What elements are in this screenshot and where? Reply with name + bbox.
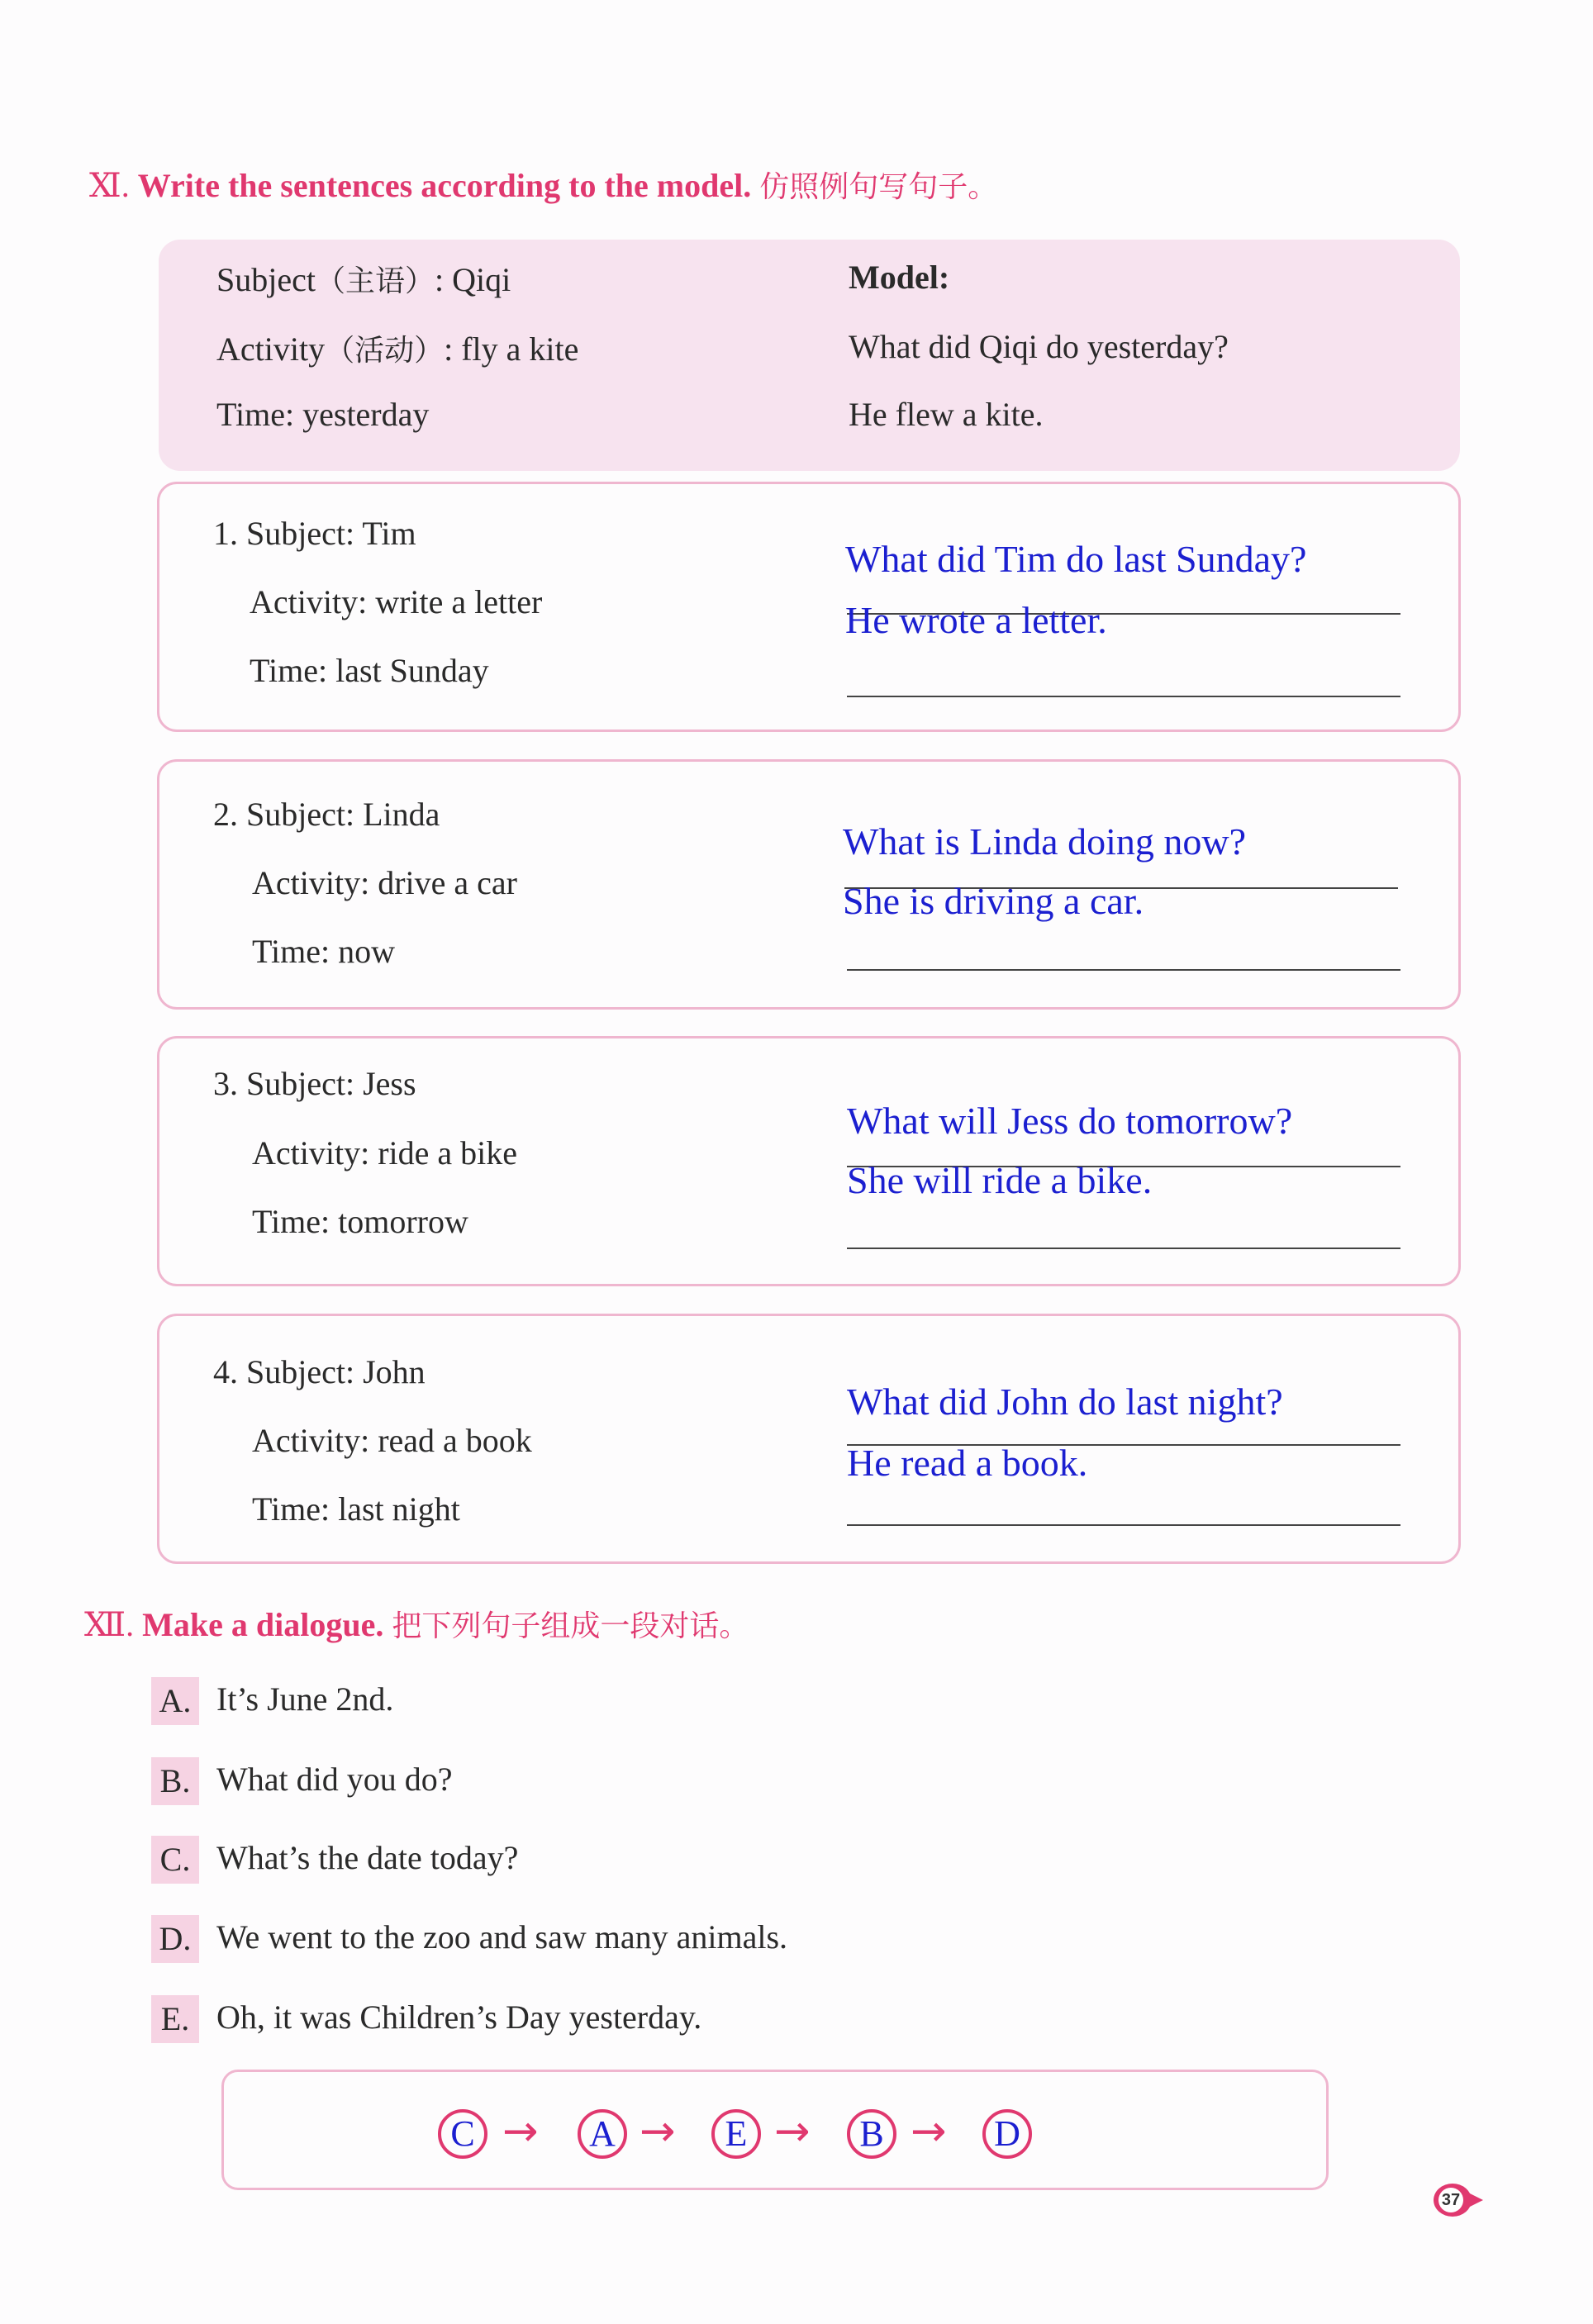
exercise-4-answer: He read a book. <box>847 1442 1088 1484</box>
exercise-2-activity: Activity: drive a car <box>252 864 517 901</box>
option-e-letter: E. <box>151 1995 199 2043</box>
model-activity-zh: （活动） <box>325 334 445 368</box>
exercise-4-time: Time: last night <box>252 1490 460 1528</box>
order-item-3: E <box>711 2109 761 2159</box>
exercise-1-answer: He wrote a letter. <box>845 599 1107 641</box>
model-activity-value: : fly a kite <box>444 330 579 368</box>
model-subject-value: : Qiqi <box>435 261 511 298</box>
section-11-title-zh: 仿照例句写句子。 <box>759 170 998 204</box>
model-answer: He flew a kite. <box>849 396 1044 433</box>
option-c-text: What’s the date today? <box>216 1839 519 1876</box>
order-item-4: B <box>847 2109 896 2159</box>
order-item-1: C <box>438 2109 487 2159</box>
exercise-2-answer: She is driving a car. <box>843 880 1144 922</box>
option-b-text: What did you do? <box>216 1761 453 1798</box>
option-c-letter: C. <box>151 1836 199 1884</box>
section-12-numeral: Ⅻ. <box>84 1606 135 1643</box>
exercise-4-question-answer: What did John do last night? <box>847 1381 1283 1423</box>
model-subject-label: Subject <box>216 261 316 298</box>
option-d-letter: D. <box>151 1915 199 1963</box>
model-subject-line <box>216 258 511 300</box>
option-e-text: Oh, it was Children’s Day yesterday. <box>216 1998 702 2036</box>
model-time-line: Time: yesterday <box>216 396 430 433</box>
exercise-2-time: Time: now <box>252 933 396 970</box>
section-11-heading <box>89 164 997 206</box>
option-d-text: We went to the zoo and saw many animals. <box>216 1918 788 1956</box>
page-number-badge <box>1434 2184 1472 2217</box>
exercise-1-rule-2 <box>847 696 1400 697</box>
order-arrow-1: → <box>502 2107 539 2156</box>
model-subject-zh: （主语） <box>315 264 435 298</box>
order-arrow-4: → <box>911 2107 947 2156</box>
section-12-heading <box>84 1603 749 1645</box>
model-activity-label: Activity <box>216 330 326 368</box>
exercise-1-activity: Activity: write a letter <box>250 583 543 620</box>
model-heading: Model: <box>849 259 950 296</box>
exercise-4-activity: Activity: read a book <box>252 1422 532 1459</box>
order-item-5: D <box>982 2109 1032 2159</box>
option-b-letter: B. <box>151 1757 199 1805</box>
exercise-4-rule-2 <box>847 1524 1400 1526</box>
exercise-3-activity: Activity: ride a bike <box>252 1134 518 1172</box>
option-a-text: It’s June 2nd. <box>216 1680 394 1718</box>
section-11-numeral: Ⅺ. <box>89 167 130 204</box>
exercise-3-question-answer: What will Jess do tomorrow? <box>847 1100 1293 1142</box>
section-11-title-en: Write the sentences according to the model. <box>137 167 752 204</box>
exercise-3-subject: 3. Subject: Jess <box>213 1065 416 1102</box>
exercise-2-question-answer: What is Linda doing now? <box>843 820 1247 863</box>
model-activity-line <box>216 327 578 369</box>
order-arrow-3: → <box>774 2107 811 2156</box>
section-12-title-zh: 把下列句子组成一段对话。 <box>392 1609 749 1643</box>
option-a-letter: A. <box>151 1677 199 1725</box>
exercise-3-rule-2 <box>847 1248 1400 1249</box>
order-item-2: A <box>578 2109 627 2159</box>
exercise-2-rule-2 <box>847 969 1400 971</box>
exercise-1-subject: 1. Subject: Tim <box>213 515 416 552</box>
exercise-3-time: Time: tomorrow <box>252 1203 468 1240</box>
page-number: 37 <box>1438 2188 1463 2212</box>
exercise-3-answer: She will ride a bike. <box>847 1159 1153 1201</box>
order-arrow-2: → <box>640 2107 676 2156</box>
exercise-4-subject: 4. Subject: John <box>213 1353 426 1390</box>
exercise-1-question-answer: What did Tim do last Sunday? <box>845 538 1307 580</box>
exercise-1-time: Time: last Sunday <box>250 652 489 689</box>
exercise-2-subject: 2. Subject: Linda <box>213 796 440 833</box>
section-12-title-en: Make a dialogue. <box>142 1606 384 1643</box>
model-question: What did Qiqi do yesterday? <box>849 328 1229 365</box>
